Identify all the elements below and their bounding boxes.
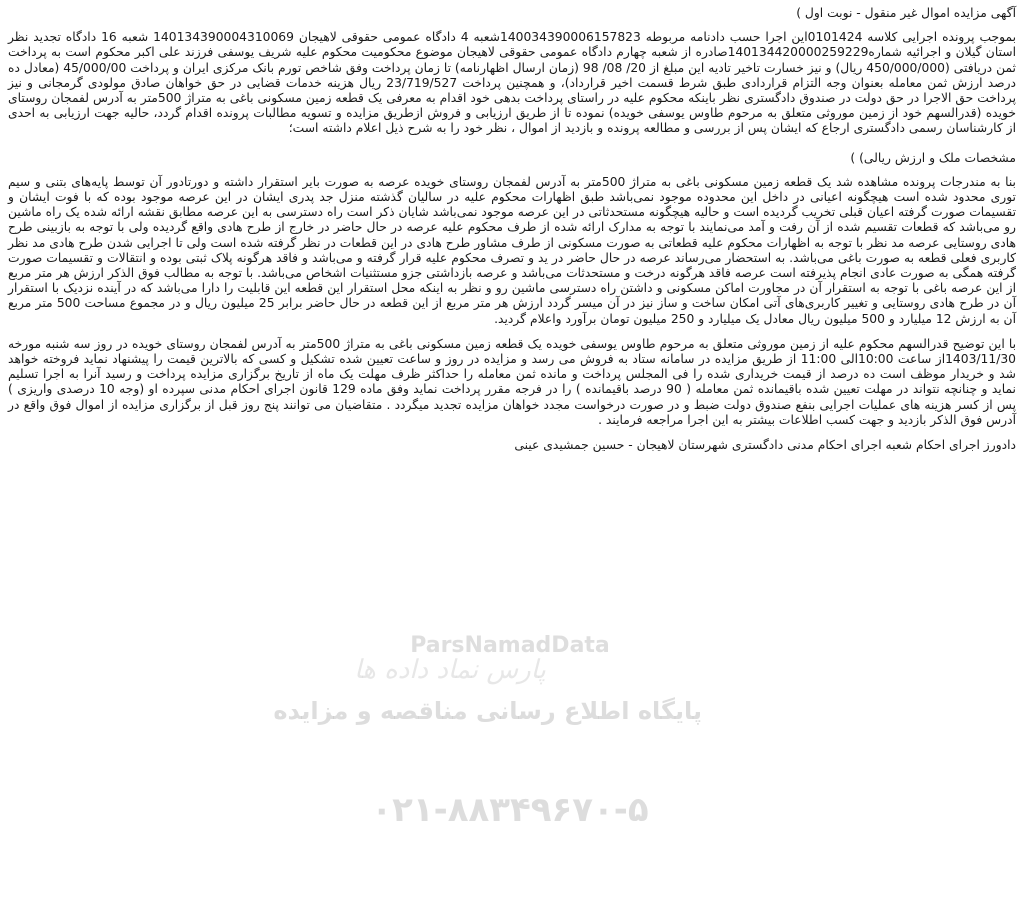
signature-line: دادورز اجرای احکام شعبه اجرای احکام مدنی دادگستری شهرستان لاهیجان - حسین جمشیدی عینی bbox=[514, 438, 1016, 453]
notice-title: آگهی مزایده اموال غیر منقول - نوبت اول ) bbox=[796, 6, 1016, 20]
watermark-phone: ۰۲۱-۸۸۳۴۹۶۷۰-۵ bbox=[371, 790, 649, 830]
watermark-latin: ParsNamadData bbox=[410, 633, 610, 658]
watermark-tagline: پایگاه اطلاع رسانی مناقصه و مزایده bbox=[273, 697, 702, 725]
auction-terms-paragraph: با این توضیح قدرالسهم محکوم علیه از زمین موروثی متعلق به مرحوم طاوس یوسفی خویده یک قطعه زمین مسکونی باغی به متراژ 500متر به آدرس لفمجان روستای خویده در روز سه شنبه مورخه 1403/11/30از ساعت 10:00الی 11:00 از طریق مزایده در سامانه ستاد به فروش می رسد و مزایده در روز و ساعت تعیین شده تشکیل و کسی که بالاترین قیمت را پیشنهاد نماید فروخته خواهد شد و خریدار موظف است ده درصد از قیمت خریداری شده را فی المجلس پرداخت و مانده ثمن معامله را حداکثر ظرف مهلت یک ماه از تاریخ برگزاری مزایده پرداخت و رسید آنرا به اجرا تسلیم نماید و چنانچه نتواند در مهلت تعیین شده باقیمانده ثمن معامله ( 90 درصد باقیمانده ) را در فرجه مقرر پرداخت نماید وفق ماده 129 قانون اجرای احکام مدنی سپرده او (وجه 10 درصدی واریزی ) پس از کسر هزینه های عملیات اجرایی بنفع صندوق دولت ضبط و در صورت درخواست مجدد خواهان مزایده تجدید میگردد . متقاضیان می توانند پنج روز قبل از برگزاری مزایده از اموال فوق واقع در آدرس فوق الذکر بازدید و جهت کسب اطلاعات بیشتر به این اجرا مراجعه فرمایند . bbox=[8, 336, 1017, 427]
property-description-paragraph: بنا به مندرجات پرونده مشاهده شد یک قطعه زمین مسکونی باغی به متراژ 500متر به آدرس لفمجان روستای خویده عرصه به صورت بایر استقرار داشته و دورتادور آن توسط پایه‌های بتنی و سیم توری محدود شده است هیچگونه اعیانی در داخل این محدوده موجود نمی‌باشد طبق اظهارات محکوم علیه در سالیان گذشته منزل جد پدری ایشان در این عرصه موجود بوده که با فوت ایشان و تقسیمات صورت گرفته اعیان قبلی تخریب گردیده است و حالیه هیچگونه مستحدثاتی در این عرصه موجود نمی‌باشد شایان ذکر است راه دسترسی به این عرصه مطابق نقشه ارائه شده یک راه ماشین رو می‌باشد که قطعات تقسیم شده از آن رفت و آمد می‌نمایند با توجه به مدارک ارائه شده از طرف محکوم علیه عرصه در حال حاضر در خارج از طرح هادی واقع گردیده ولی با توجه به بازبینی طرح هادی روستایی عرصه مد نظر با توجه به اظهارات محکوم علیه قطعاتی به صورت مسکونی از طرف مشاور طرح هادی در این قطعات در نظر گرفته شده است ولی تا اجرایی شدن طرح هادی مد نظر کاربری فعلی قطعه به صورت باغی می‌باشد. به استحضار می‌رساند عرصه در حال حاضر در ید و تصرف محکوم علیه قرار گرفته و می‌باشد و فاقد هرگونه پلاک ثبتی بوده و انتقالات و تقسیمات صورت گرفته همگی به صورت عادی انجام پذیرفته است عرصه فاقد هرگونه درخت و مستحدثات می‌باشد و عرصه بازداشتی جزو مستثنیات اشخاص می‌باشد. با توجه به مطالب فوق الذکر ارزش هر متر مربع از این عرصه باغی با توجه به استقرار آن در مجاورت اماکن مسکونی و داشتن راه دسترسی ماشین رو و نظر به اینکه محل استقرار این قطعه این قابلیت را دارا می‌باشد که در آینده نزدیک با استقرار آن در طرح هادی روستایی و تغییر کاربری‌های آتی امکان ساخت و ساز نیز در آن میسر گردد ارزش هر متر مربع از این قطعه در حال حاضر برابر 25 میلیون ریال و در مجموع مساحت 500 متر مربع آن به ارزش 12 میلیارد و 500 میلیون ریال معادل یک میلیارد و 250 میلیون تومان برآورد واعلام گردید. bbox=[8, 174, 1016, 326]
case-details-paragraph: بموجب پرونده اجرایی کلاسه 0101424این اجرا حسب دادنامه مربوطه 140034390006157823شعبه 4 دادگاه عمومی حقوقی لاهیجان 140134390004310069 شعبه 16 دادگاه تجدید نظر استان گیلان و اجرائیه شماره140134420000259229صادره از شعبه چهارم دادگاه عمومی حقوقی لاهیجان موضوع محکومیت محکوم علیه شریف یوسفی فرزند علی اکبر محکوم است به پرداخت ثمن دریافتی (450/000/000 ریال) و نیز خسارت تاخیر تادیه این مبلغ از 20/ 08/ 98 (زمان ارسال اظهارنامه) تا زمان پرداخت وفق شاخص تورم بانک مرکزی ایران و پرداخت 45/000/00 (معادل ده درصد ارزش ثمن معامله بعنوان وجه التزام قراردادی طبق شرط قسمت اخیر قرارداد)، و همچنین پرداخت 23/719/527 ریال هزینه خدمات قضایی در حق خواهان صادق مولودی گرمجانی و نیز پرداخت حق الاجرا در حق دولت در صندوق دادگستری نظر باینکه محکوم علیه در راستای پرداخت بدهی خود اقدام به معرفی یک قطعه زمین مسکونی باغی به متراژ 500متر به آدرس لفمجان روستای خویده (قدرالسهم خود از زمین موروثی متعلق به مرحوم طاوس یوسفی خویده) نموده تا از طریق ارزیابی و فروش ازطریق مزایده و تسویه مطالبات پرونده اقدام گردد، حالیه جهت ارزیابی به احدی از کارشناسان رسمی دادگستری ارجاع که ایشان پس از بررسی و مطالعه پرونده و بازدید از اموال ، نظر خود را به شرح ذیل اعلام داشته است؛ bbox=[8, 30, 1017, 136]
watermark-brand: پارس نماد داده ها bbox=[354, 655, 546, 685]
auction-notice-document bbox=[8, 6, 1016, 453]
property-section-title: مشخصات ملک و ارزش ریالی) ) bbox=[850, 150, 1016, 165]
